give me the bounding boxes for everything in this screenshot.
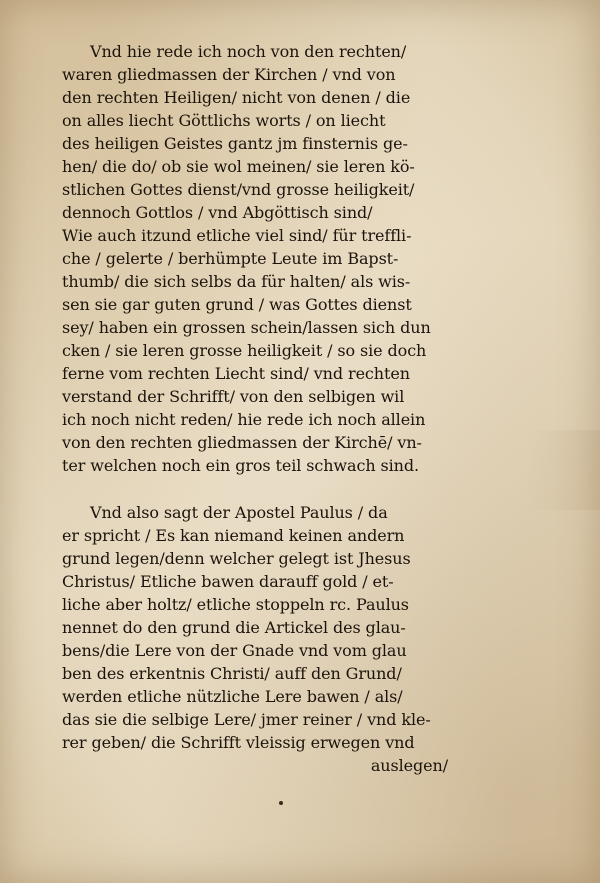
paragraph-gap xyxy=(62,477,462,501)
ink-bleed-through xyxy=(525,430,600,510)
text-line: verstand der Schrifft/ von den selbigen wil xyxy=(62,387,405,406)
text-line: on alles liecht Göttlichs worts / on liecht xyxy=(62,111,386,130)
text-line: waren gliedmassen der Kirchen / vnd von xyxy=(62,65,396,84)
text-line: liche aber holtz/ etliche stoppeln rc. Paulus xyxy=(62,595,409,614)
text-line: hen/ die do/ ob sie wol meinen/ sie leren kö- xyxy=(62,157,415,176)
text-line: ter welchen noch ein gros teil schwach sind. xyxy=(62,456,419,475)
text-block xyxy=(62,40,462,777)
text-line: grund legen/denn welcher gelegt ist Jhesus xyxy=(62,549,411,568)
text-line: Vnd hie rede ich noch von den rechten/ xyxy=(90,42,407,61)
text-line: stlichen Gottes dienst/vnd grosse heiligkeit/ xyxy=(62,180,415,199)
text-line: bens/die Lere von der Gnade vnd vom glau xyxy=(62,641,407,660)
text-line: von den rechten gliedmassen der Kirchē/ vn- xyxy=(62,433,422,452)
text-line: Vnd also sagt der Apostel Paulus / da xyxy=(90,503,388,522)
text-line: sen sie gar guten grund / was Gottes dienst xyxy=(62,295,412,314)
text-line: cken / sie leren grosse heiligkeit / so sie doch xyxy=(62,341,427,360)
text-line: ich noch nicht reden/ hie rede ich noch allein xyxy=(62,410,426,429)
text-line: che / gelerte / berhümpte Leute im Bapst- xyxy=(62,249,399,268)
paragraph-2 xyxy=(62,501,462,754)
paragraph-1 xyxy=(62,40,462,477)
text-line: nennet do den grund die Artickel des glau- xyxy=(62,618,406,637)
text-line: rer geben/ die Schrifft vleissig erwegen vnd xyxy=(62,733,415,752)
text-line: dennoch Gottlos / vnd Abgöttisch sind/ xyxy=(62,203,373,222)
text-line: Christus/ Etliche bawen darauff gold / et- xyxy=(62,572,394,591)
text-line: des heiligen Geistes gantz jm finsternis ge- xyxy=(62,134,408,153)
text-line: werden etliche nützliche Lere bawen / als/ xyxy=(62,687,403,706)
text-line: den rechten Heiligen/ nicht von denen / die xyxy=(62,88,411,107)
page-mark xyxy=(279,801,283,805)
catchword: auslegen/ xyxy=(370,756,448,775)
text-line: er spricht / Es kan niemand keinen andern xyxy=(62,526,405,545)
text-line: ben des erkentnis Christi/ auff den Grund/ xyxy=(62,664,402,683)
text-line: Wie auch itzund etliche viel sind/ für treffli- xyxy=(62,226,412,245)
text-line: sey/ haben ein grossen schein/lassen sich dun xyxy=(62,318,431,337)
text-line: ferne vom rechten Liecht sind/ vnd rechten xyxy=(62,364,410,383)
text-line: das sie die selbige Lere/ jmer reiner / vnd kle- xyxy=(62,710,431,729)
text-line: thumb/ die sich selbs da für halten/ als wis- xyxy=(62,272,411,291)
